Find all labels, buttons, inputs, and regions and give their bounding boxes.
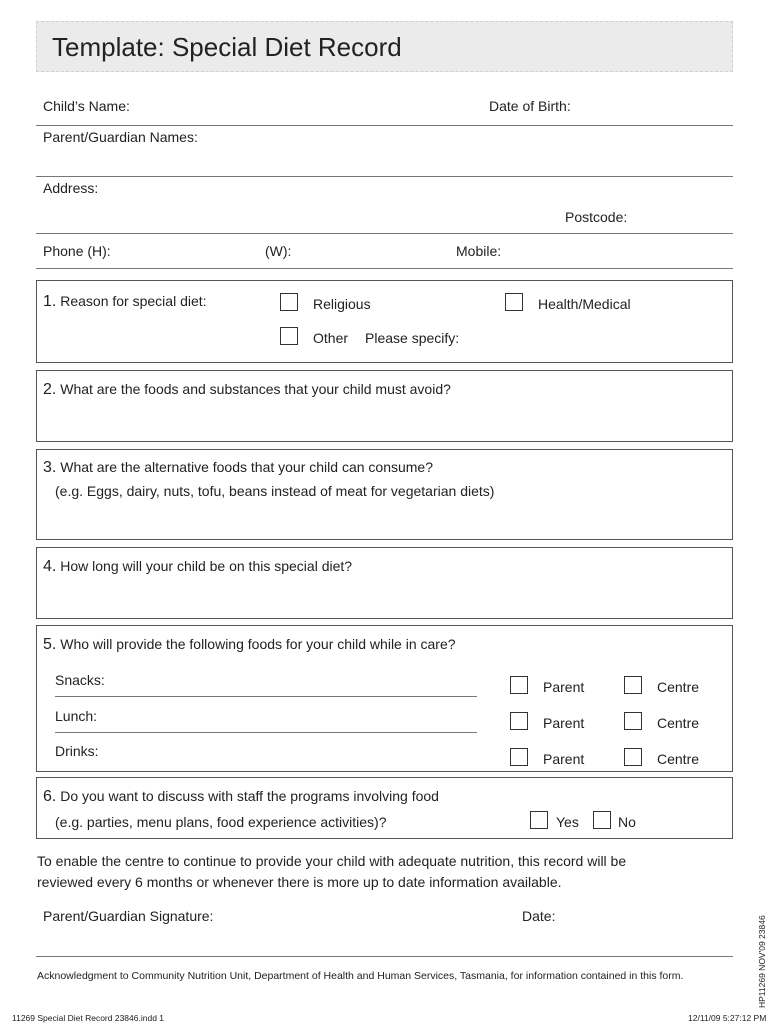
drinks-parent-label: Parent: [543, 751, 585, 767]
question-text: How long will your child be on this special diet?: [60, 558, 353, 574]
question-6-example: (e.g. parties, menu plans, food experience activities)?: [55, 814, 387, 830]
no-checkbox[interactable]: [593, 811, 611, 829]
question-number: 4.: [43, 558, 57, 575]
snacks-centre-label: Centre: [657, 679, 700, 695]
religious-checkbox[interactable]: [280, 293, 298, 311]
signature-line: [36, 956, 733, 957]
mobile-label: Mobile:: [456, 243, 502, 259]
question-number: 6.: [43, 788, 57, 805]
page-title: Template: Special Diet Record: [52, 32, 402, 62]
divider: [36, 176, 733, 177]
question-text: Reason for special diet:: [60, 293, 207, 309]
snacks-parent-checkbox[interactable]: [510, 676, 528, 694]
question-2: [43, 381, 451, 399]
signature-label: Parent/Guardian Signature:: [43, 908, 214, 924]
question-text: Who will provide the following foods for your child while in care?: [60, 636, 456, 652]
question-1: [43, 293, 207, 311]
please-specify-label: Please specify:: [365, 330, 460, 346]
divider: [36, 233, 733, 234]
acknowledgment-text: Acknowledgment to Community Nutrition Unit, Department of Health and Human Services, Tasmania, for information contained in this form.: [37, 970, 684, 982]
snacks-line: [55, 696, 477, 697]
no-label: No: [618, 814, 636, 830]
question-number: 3.: [43, 459, 57, 476]
file-info: 11269 Special Diet Record 23846.indd 1: [12, 1013, 165, 1023]
phone-work-label: (W):: [265, 243, 292, 259]
review-note-line-1: To enable the centre to continue to provide your child with adequate nutrition, this record will be: [37, 853, 627, 869]
question-text: What are the alternative foods that your child can consume?: [60, 459, 433, 475]
print-stamp: 12/11/09 5:27:12 PM: [688, 1013, 767, 1023]
question-4: [43, 558, 352, 576]
snacks-centre-checkbox[interactable]: [624, 676, 642, 694]
other-checkbox[interactable]: [280, 327, 298, 345]
drinks-label: Drinks:: [55, 743, 99, 759]
lunch-centre-label: Centre: [657, 715, 700, 731]
lunch-parent-checkbox[interactable]: [510, 712, 528, 730]
yes-checkbox[interactable]: [530, 811, 548, 829]
childs-name-label: Child’s Name:: [43, 98, 130, 114]
snacks-label: Snacks:: [55, 672, 105, 688]
health-medical-checkbox[interactable]: [505, 293, 523, 311]
divider: [36, 125, 733, 126]
question-number: 2.: [43, 381, 57, 398]
question-number: 1.: [43, 293, 57, 310]
divider: [36, 268, 733, 269]
review-note-line-2: reviewed every 6 months or whenever there is more up to date information available.: [37, 874, 562, 890]
question-text: What are the foods and substances that your child must avoid?: [60, 381, 451, 397]
question-text: Do you want to discuss with staff the programs involving food: [60, 788, 439, 804]
other-label: Other: [313, 330, 349, 346]
postcode-label: Postcode:: [565, 209, 628, 225]
religious-label: Religious: [313, 296, 371, 312]
question-number: 5.: [43, 636, 57, 653]
drinks-parent-checkbox[interactable]: [510, 748, 528, 766]
phone-home-label: Phone (H):: [43, 243, 111, 259]
question-5: [43, 636, 456, 654]
yes-label: Yes: [556, 814, 579, 830]
lunch-parent-label: Parent: [543, 715, 585, 731]
date-of-birth-label: Date of Birth:: [489, 98, 571, 114]
question-6: [43, 788, 439, 806]
side-code: HP11269 NOV'09 23846: [757, 915, 767, 1008]
health-medical-label: Health/Medical: [538, 296, 631, 312]
lunch-centre-checkbox[interactable]: [624, 712, 642, 730]
snacks-parent-label: Parent: [543, 679, 585, 695]
drinks-centre-label: Centre: [657, 751, 700, 767]
lunch-label: Lunch:: [55, 708, 98, 724]
question-3-example: (e.g. Eggs, dairy, nuts, tofu, beans instead of meat for vegetarian diets): [55, 483, 495, 499]
question-3: [43, 459, 433, 477]
address-label: Address:: [43, 180, 99, 196]
lunch-line: [55, 732, 477, 733]
parent-names-label: Parent/Guardian Names:: [43, 129, 198, 145]
drinks-centre-checkbox[interactable]: [624, 748, 642, 766]
signature-date-label: Date:: [522, 908, 556, 924]
